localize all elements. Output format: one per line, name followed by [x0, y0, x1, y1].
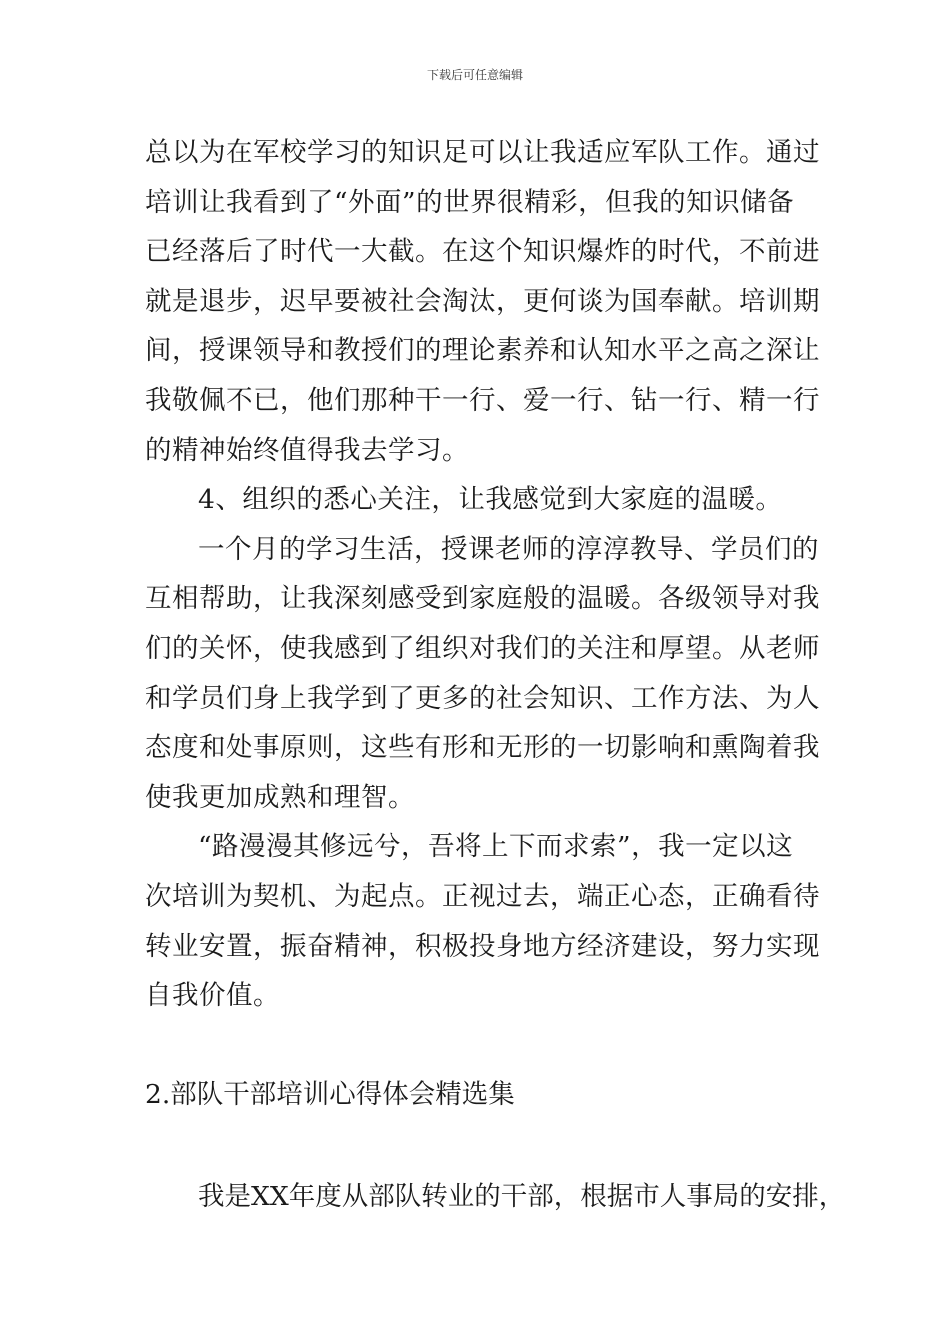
text-line: 转业安置，振奋精神，积极投身地方经济建设，努力实现 — [145, 930, 820, 962]
text-line: 间，授课领导和教授们的理论素养和认知水平之高之深让 — [145, 335, 820, 367]
text-line: 就是退步，迟早要被社会淘汰，更何谈为国奉献。培训期 — [145, 285, 820, 317]
text-line: 4、组织的悉心关注，让我感觉到大家庭的温暖。 — [198, 484, 783, 516]
text-line: 的精神始终值得我去学习。 — [145, 434, 469, 466]
section-heading: 2.部队干部培训心得体会精选集 — [145, 1079, 515, 1110]
text-line: 和学员们身上我学到了更多的社会知识、工作方法、为人 — [145, 682, 820, 714]
text-line: 自我价值。 — [145, 980, 280, 1012]
page-header-note: 下载后可任意编辑 — [426, 68, 523, 82]
text-line: 次培训为契机、为起点。正视过去，端正心态，正确看待 — [145, 880, 820, 912]
text-line: 使我更加成熟和理智。 — [145, 781, 415, 813]
text-line: 培训让我看到了“外面”的世界很精彩，但我的知识储备 — [145, 186, 795, 218]
text-line: “路漫漫其修远兮，吾将上下而求索”，我一定以这 — [198, 831, 794, 863]
text-line: 态度和处事原则，这些有形和无形的一切影响和熏陶着我 — [145, 732, 820, 764]
document-body — [145, 128, 825, 1021]
text-line: 们的关怀，使我感到了组织对我们的关注和厚望。从老师 — [145, 632, 820, 664]
text-line: 总以为在军校学习的知识足可以让我适应军队工作。通过 — [145, 137, 820, 168]
text-line: 我敬佩不已，他们那种干一行、爱一行、钻一行、精一行 — [145, 384, 820, 416]
text-line: 一个月的学习生活，授课老师的淳淳教导、学员们的 — [198, 533, 819, 565]
text-line: 已经落后了时代一大截。在这个知识爆炸的时代，不前进 — [145, 236, 820, 268]
text-line: 互相帮助，让我深刻感受到家庭般的温暖。各级领导对我 — [145, 583, 820, 615]
paragraph-first-line: 我是XX年度从部队转业的干部，根据市人事局的安排， — [198, 1181, 846, 1212]
